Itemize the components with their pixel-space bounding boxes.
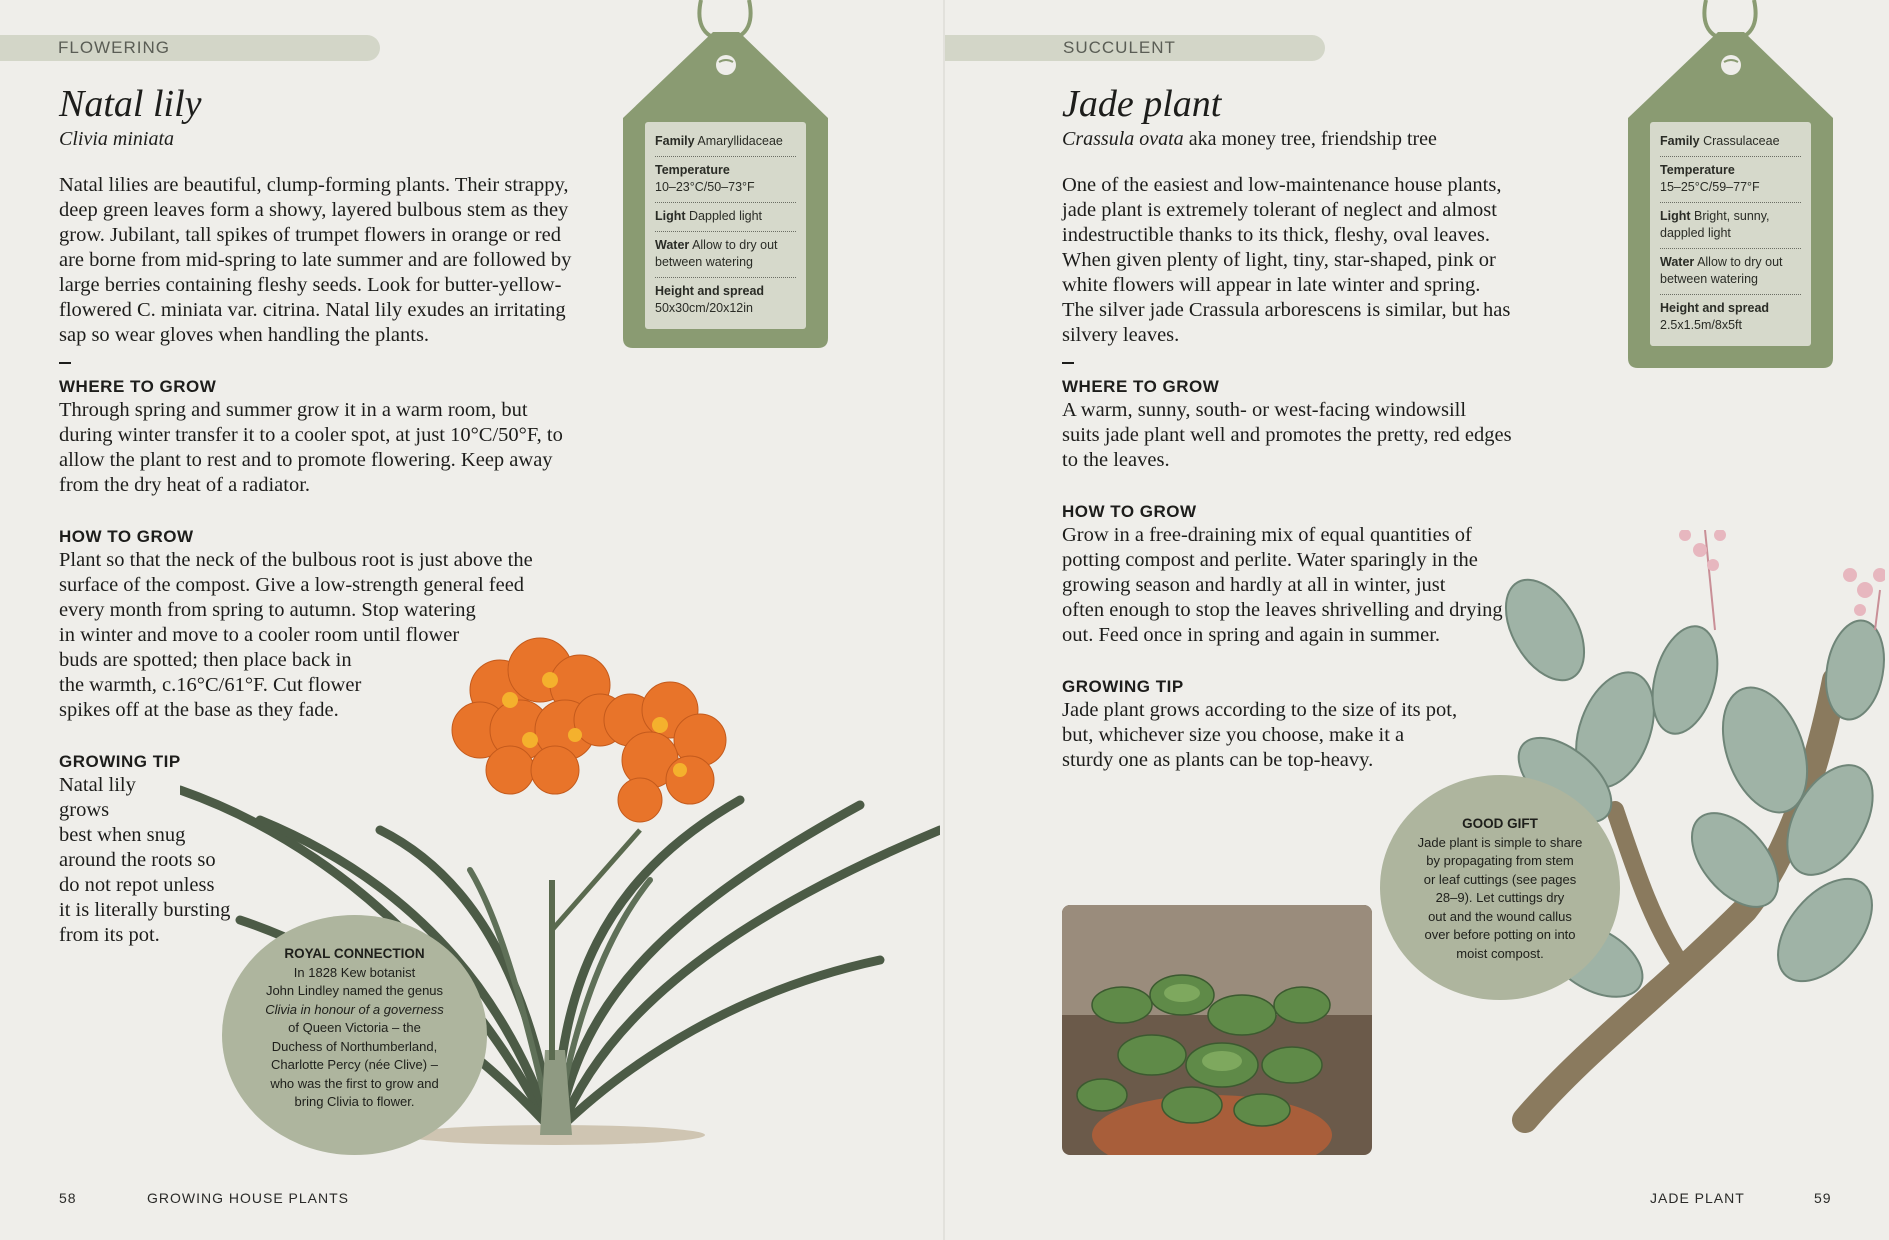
right-page [945,0,1889,1240]
plant-info-tag [1628,0,1833,370]
page-number: 59 [1814,1190,1832,1206]
text-line: indestructible thanks to its thick, fleshy, oval leaves. [1062,224,1490,246]
page-number: 58 [59,1190,77,1206]
text-line: around the roots so [59,849,216,871]
plant-title: Natal lily [59,83,202,125]
text-line: jade plant is extremely tolerant of neglect and almost [1062,199,1497,221]
tag-family: Family Amaryllidaceae [655,128,796,157]
text-line: potting compost and perlite. Water sparingly in the [1062,549,1478,571]
tag-family: Family Crassulaceae [1660,128,1801,157]
tag-panel [645,122,806,329]
text-line: in winter and move to a cooler room until flower [59,624,460,646]
photo-image [1062,905,1372,1155]
text-line: grows [59,799,110,821]
text-line: One of the easiest and low-maintenance house plants, [1062,174,1502,196]
where-heading: WHERE TO GROW [59,377,217,396]
text-line: sturdy one as plants can be top-heavy. [1062,749,1374,771]
text-line: A warm, sunny, south- or west-facing windowsill [1062,399,1467,421]
callout-line: John Lindley named the genus [265,983,444,998]
latin-name: Crassula ovata aka money tree, friendship tree [1062,128,1437,150]
intro-text [59,173,619,348]
where-text [1062,398,1622,473]
text-line: silvery leaves. [1062,324,1180,346]
text-line: allow the plant to rest and to promote flowering. Keep away [59,449,553,471]
callout-title: ROYAL CONNECTION [284,946,425,961]
text-line: Grow in a free-draining mix of equal quantities of [1062,524,1472,546]
category-band: SUCCULENT [945,35,1325,61]
tag-panel [1650,122,1811,346]
text-line: best when snug [59,824,186,846]
callout-line: of Queen Victoria – the [288,1020,421,1035]
text-line: deep green leaves form a showy, layered bulbous stem as they [59,199,569,221]
text-line: are borne from mid-spring to late summer and are followed by [59,249,572,271]
tip-heading: GROWING TIP [59,752,181,771]
text-line: suits jade plant well and promotes the pretty, red edges [1062,424,1512,446]
text-line: grow. Jubilant, tall spikes of trumpet flowers in orange or red [59,224,561,246]
tag-water: Water Allow to dry out between watering [655,232,796,278]
intro-text [1062,173,1622,348]
how-heading: HOW TO GROW [59,527,194,546]
text-line: but, whichever size you choose, make it a [1062,724,1405,746]
text-line: When given plenty of light, tiny, star-shaped, pink or [1062,249,1496,271]
where-text [59,398,619,498]
text-line: out. Feed once in spring and again in summer. [1062,624,1441,646]
callout-title: GOOD GIFT [1462,816,1538,831]
category-band: FLOWERING [0,35,380,61]
tag-height: Height and spread 2.5x1.5m/8x5ft [1660,301,1770,332]
callout-line: Jade plant is simple to share [1417,834,1583,850]
text-line: Through spring and summer grow it in a warm room, but [59,399,528,421]
text-line: Natal lilies are beautiful, clump-forming plants. Their strappy, [59,174,569,196]
callout-line: or leaf cuttings (see pages [1423,871,1577,887]
tag-water: Water Allow to dry out between watering [1660,249,1801,295]
text-line: to the leaves. [1062,449,1170,471]
callout-line: by propagating from stem [1426,853,1574,868]
callout-line: out and the wound callus [1428,908,1572,924]
text-line: from its pot. [59,924,160,946]
text-line: flowered C. miniata var. citrina. Natal lily exudes an irritating [59,299,566,321]
text-line: white flowers will appear in late winter and spring. [1062,274,1481,296]
callout-line: Duchess of Northumberland, [271,1038,438,1054]
running-head: GROWING HOUSE PLANTS [147,1190,350,1206]
tag-height: Height and spread 50x30cm/20x12in [655,284,765,315]
text-line: large berries containing fleshy seeds. Look for butter-yellow- [59,274,562,296]
text-line: sap so wear gloves when handling the plants. [59,324,430,346]
callout-line: Clivia in honour of a governess [265,1001,444,1017]
callout-line: 28–9). Let cuttings dry [1435,890,1565,905]
text-line: Natal lily [59,774,136,796]
text-line: Jade plant grows according to the size of its pot, [1062,699,1458,721]
text-line: during winter transfer it to a cooler spot, at just 10°C/50°F, to [59,424,563,446]
text-line: spikes off at the base as they fade. [59,699,339,721]
callout-line: who was the first to grow and [270,1075,439,1091]
callout-line: over before potting on into [1424,927,1576,942]
plant-title: Jade plant [1062,83,1222,125]
divider [59,362,71,364]
text-line: often enough to stop the leaves shrivelling and drying [1062,599,1503,621]
text-line: every month from spring to autumn. Stop watering [59,599,476,621]
text-line: The silver jade Crassula arborescens is similar, but has [1062,299,1511,321]
tag-light: Light Dappled light [655,203,796,232]
text-line: buds are spotted; then place back in [59,649,352,671]
callout-line: Charlotte Percy (née Clive) – [271,1057,438,1072]
tag-temperature: Temperature 15–25°C/59–77°F [1660,157,1801,203]
text-line: do not repot unless [59,874,215,896]
text-line: surface of the compost. Give a low-strength general feed [59,574,525,596]
tag-light: Light Bright, sunny, dappled light [1660,203,1801,249]
text-line: growing season and hardly at all in winter, just [1062,574,1446,596]
callout-line: In 1828 Kew botanist [293,964,416,980]
royal-connection-callout [222,915,487,1155]
callout-line: bring Clivia to flower. [294,1094,415,1109]
jade-plant-photo [1062,905,1372,1155]
divider [1062,362,1074,364]
text-line: Plant so that the neck of the bulbous root is just above the [59,549,533,571]
plant-info-tag [623,0,828,350]
left-page [0,0,944,1240]
how-heading: HOW TO GROW [1062,502,1197,521]
text-line: from the dry heat of a radiator. [59,474,311,496]
callout-line: moist compost. [1456,945,1544,961]
latin-name: Clivia miniata [59,128,174,150]
tag-temperature: Temperature 10–23°C/50–73°F [655,157,796,203]
running-head: JADE PLANT [1650,1190,1745,1206]
text-line: the warmth, c.16°C/61°F. Cut flower [59,674,362,696]
where-heading: WHERE TO GROW [1062,377,1220,396]
text-line: it is literally bursting [59,899,231,921]
tip-heading: GROWING TIP [1062,677,1184,696]
good-gift-callout [1380,775,1620,1000]
